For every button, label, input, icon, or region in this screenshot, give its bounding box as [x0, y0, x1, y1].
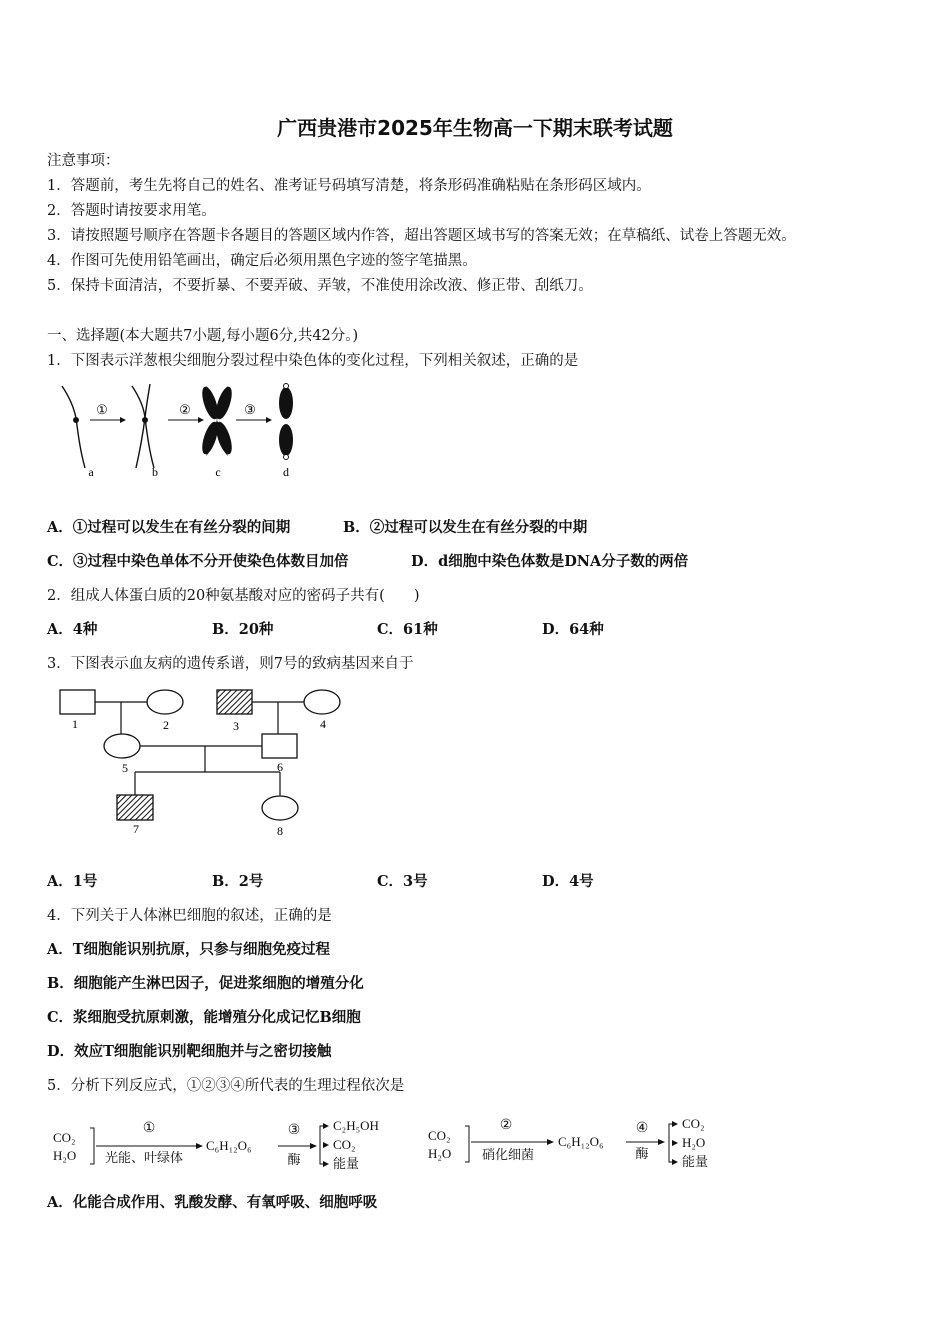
individual-3-affected-male: [217, 690, 252, 714]
q3-pedigree-figure: [50, 684, 350, 840]
right-product-energy: 能量: [682, 1154, 709, 1169]
enzyme-4: 酶: [635, 1146, 649, 1161]
right-bracket: [465, 1126, 469, 1162]
step-2: ②: [499, 1118, 513, 1133]
centromere-d1: [284, 384, 289, 389]
right-product-bracket: [669, 1124, 672, 1162]
right-glucose: C₆H₁₂O₆: [558, 1134, 604, 1149]
enzyme-3: 酶: [287, 1152, 301, 1167]
left-product-ethanol: C₂H₅OH: [333, 1118, 379, 1133]
condition-2: 硝化细菌: [481, 1147, 535, 1162]
centromere-d2: [284, 455, 289, 460]
centromere-b: [142, 417, 148, 423]
left-product-arrow-2: [323, 1142, 329, 1148]
right-product-co2: CO₂: [682, 1116, 705, 1131]
chromosome-d2: [279, 424, 293, 456]
left-product-energy: 能量: [333, 1156, 360, 1171]
left-product-arrow-1: [323, 1123, 329, 1129]
q2-option-b: B．20种: [212, 621, 274, 638]
q4-option-b: B．细胞能产生淋巴因子，促进浆细胞的增殖分化: [47, 975, 364, 992]
label-c: c: [215, 465, 221, 479]
left-reactant-co2: CO₂: [53, 1130, 76, 1145]
chromatid-b1: [132, 386, 154, 468]
label-d: d: [283, 465, 289, 479]
notice-item: 1．答题前，考生先将自己的姓名、准考证号码填写清楚，将条形码准确粘贴在条形码区域内。: [47, 178, 651, 194]
q4-stem: 4．下列关于人体淋巴细胞的叙述，正确的是: [47, 908, 332, 924]
chromosome-d1: [279, 387, 293, 419]
notice-item: 2．答题时请按要求用笔。: [47, 203, 216, 219]
right-arrow-4-head: [658, 1139, 665, 1145]
q4-option-d: D．效应T细胞能识别靶细胞并与之密切接触: [47, 1043, 332, 1060]
left-reactant-h2o: H₂O: [53, 1148, 77, 1163]
step-2-label: ②: [179, 402, 191, 417]
label-a: a: [88, 465, 94, 479]
individual-7-affected-male: [117, 795, 153, 820]
q1-stem: 1．下图表示洋葱根尖细胞分裂过程中染色体的变化过程，下列相关叙述，正确的是: [47, 353, 579, 369]
right-product-arrow-1: [672, 1121, 678, 1127]
label-7: 7: [133, 822, 139, 836]
left-arrow-3-head: [310, 1143, 317, 1149]
notice-item: 4．作图可先使用铅笔画出，确定后必须用黑色字迹的签字笔描黑。: [47, 253, 477, 269]
individual-5-female: [104, 734, 140, 758]
label-3: 3: [233, 719, 239, 733]
individual-4-female: [304, 690, 340, 714]
notice-heading: 注意事项：: [47, 153, 120, 169]
centromere-a: [73, 417, 79, 423]
q1-option-c: C．③过程中染色单体不分开使染色体数目加倍: [47, 553, 349, 570]
q1-option-a: A．①过程可以发生在有丝分裂的间期: [47, 519, 291, 536]
chromosome-a: [62, 386, 85, 468]
label-b: b: [152, 465, 158, 479]
individual-2-female: [147, 690, 183, 714]
label-4: 4: [320, 717, 326, 731]
q1-chromosome-figure: [50, 378, 320, 483]
q3-option-b: B．2号: [212, 873, 264, 890]
q3-option-d: D．4号: [542, 873, 594, 890]
notice-item: 3．请按照题号顺序在答题卡各题目的答题区域内作答，超出答题区域书写的答案无效；在草稿纸、试卷上答题无效。: [47, 228, 796, 244]
step-4: ④: [635, 1121, 649, 1136]
notice-item: 5．保持卡面清洁，不要折暴、不要弄破、弄皱，不准使用涂改液、修正带、刮纸刀。: [47, 278, 593, 294]
left-bracket: [90, 1128, 94, 1164]
individual-6-male: [262, 734, 297, 758]
q2-stem: 2．组成人体蛋白质的20种氨基酸对应的密码子共有( ): [47, 588, 420, 604]
arrow-2-head: [198, 417, 204, 423]
step-1: ①: [142, 1121, 156, 1136]
q2-option-a: A．4种: [47, 621, 98, 638]
step-3-label: ③: [244, 402, 256, 417]
q3-stem: 3．下图表示血友病的遗传系谱，则7号的致病基因来自于: [47, 656, 414, 672]
left-product-co2: CO₂: [333, 1137, 356, 1152]
q3-option-c: C．3号: [377, 873, 428, 890]
page-title: 广西贵港市2025年生物高一下期末联考试题: [277, 116, 673, 140]
left-glucose: C₆H₁₂O₆: [206, 1138, 252, 1153]
right-reactant-co2: CO₂: [428, 1128, 451, 1143]
q1-option-d: D．d细胞中染色体数是DNA分子数的两倍: [411, 553, 689, 570]
condition-1: 光能、叶绿体: [104, 1150, 184, 1165]
step-1-label: ①: [96, 402, 108, 417]
arrow-3-head: [266, 417, 272, 423]
q4-option-a: A．T细胞能识别抗原，只参与细胞免疫过程: [47, 941, 331, 958]
section-heading: 一、选择题(本大题共7小题,每小题6分,共42分。): [47, 328, 359, 344]
right-product-h2o: H₂O: [682, 1135, 706, 1150]
individual-8-female: [262, 796, 298, 820]
right-product-arrow-2: [672, 1140, 678, 1146]
right-product-arrow-3: [672, 1159, 678, 1165]
left-arrow-1-head: [196, 1143, 203, 1149]
label-8: 8: [277, 824, 283, 838]
q1-option-b: B．②过程可以发生在有丝分裂的中期: [343, 519, 588, 536]
q2-option-d: D．64种: [542, 621, 604, 638]
left-product-bracket: [320, 1126, 323, 1164]
individual-1-male: [60, 690, 95, 714]
left-product-arrow-3: [323, 1161, 329, 1167]
right-arrow-2-head: [547, 1139, 554, 1145]
label-6: 6: [277, 760, 283, 774]
step-3: ③: [287, 1123, 301, 1138]
label-2: 2: [163, 718, 169, 732]
q4-option-c: C．浆细胞受抗原刺激，能增殖分化成记忆B细胞: [47, 1009, 361, 1026]
arrow-1-head: [120, 417, 126, 423]
q5-option-a: A．化能合成作用、乳酸发酵、有氧呼吸、细胞呼吸: [47, 1194, 378, 1211]
label-5: 5: [122, 761, 128, 775]
right-reactant-h2o: H₂O: [428, 1146, 452, 1161]
q5-reaction-figure: [48, 1112, 738, 1174]
label-1: 1: [72, 717, 78, 731]
q2-option-c: C．61种: [377, 621, 438, 638]
q3-option-a: A．1号: [47, 873, 98, 890]
q5-stem: 5．分析下列反应式，①②③④所代表的生理过程依次是: [47, 1078, 405, 1094]
